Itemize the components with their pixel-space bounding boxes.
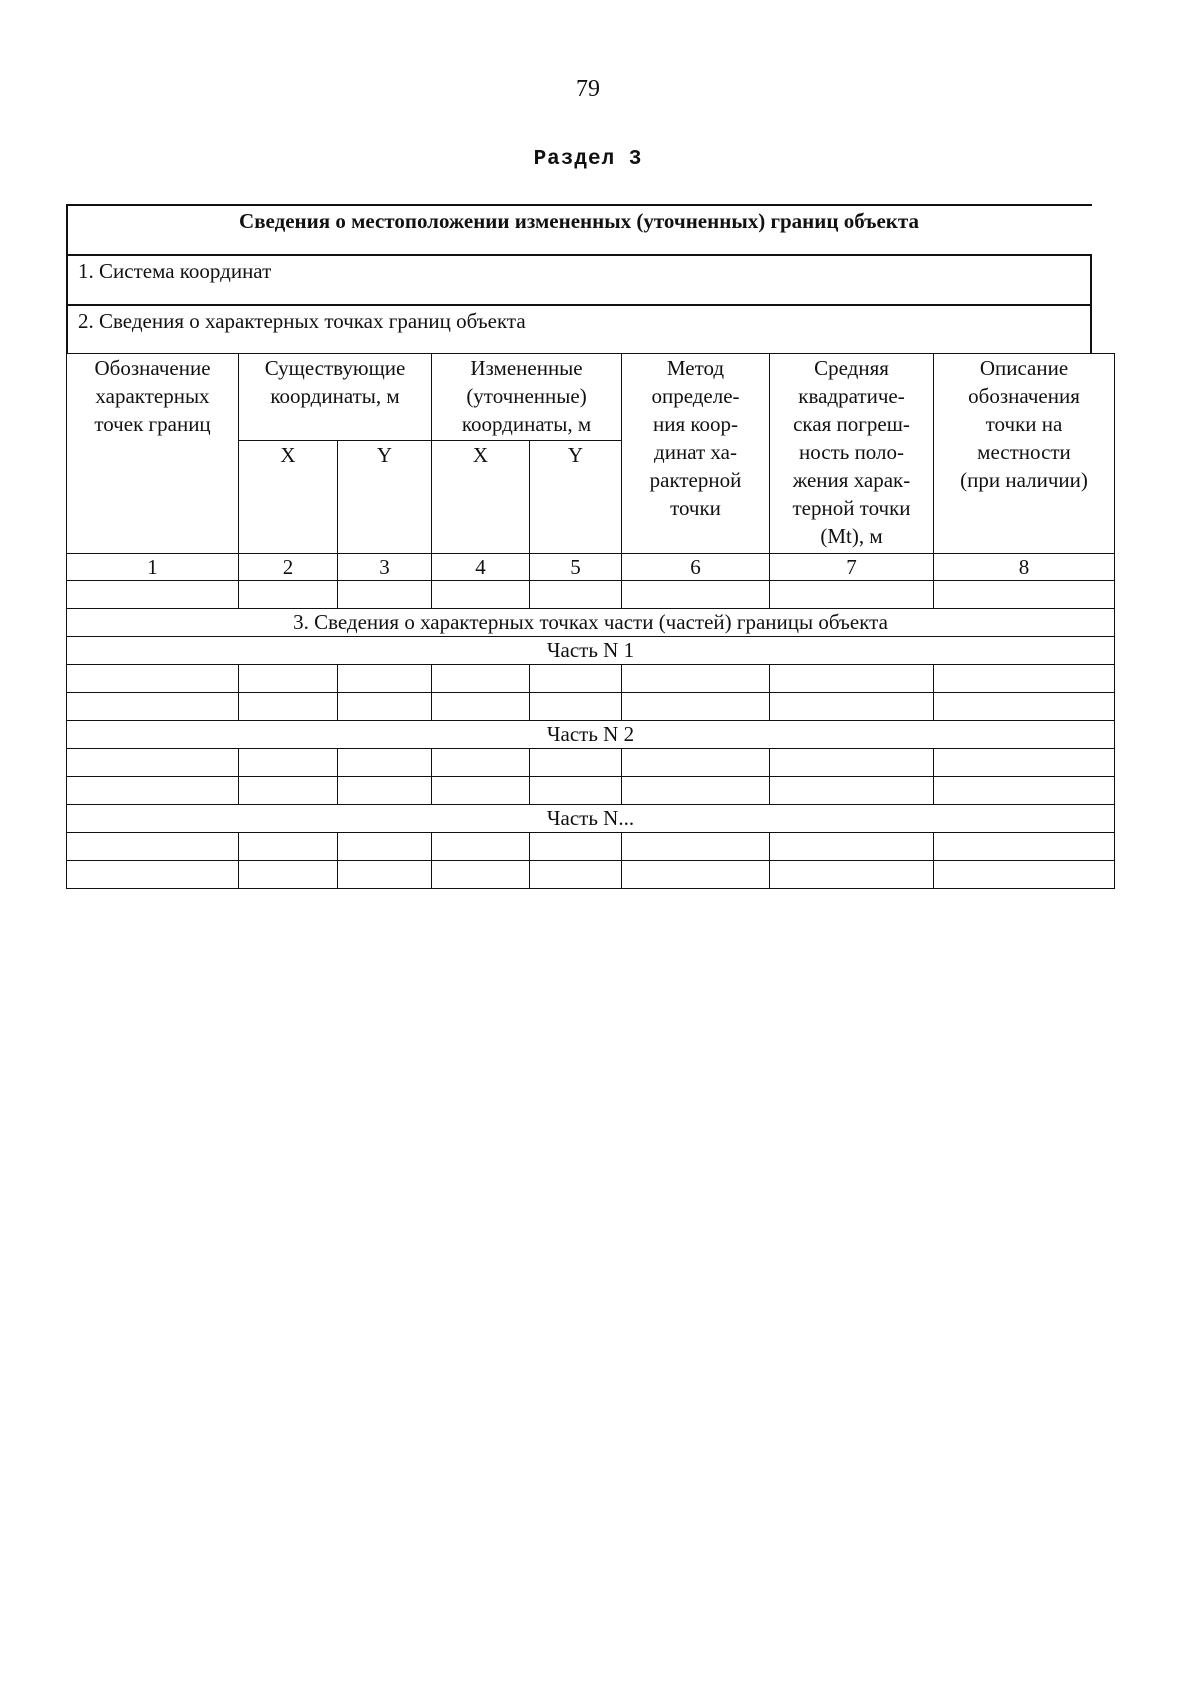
table-cell xyxy=(67,777,239,805)
part-1-label: Часть N 1 xyxy=(67,637,1115,665)
table-cell xyxy=(338,833,432,861)
header-changed-coordinates: Измененные (уточненные) координаты, м xyxy=(432,354,622,441)
column-number: 3 xyxy=(338,554,432,581)
frame-divider-1 xyxy=(66,254,1092,256)
table-cell xyxy=(530,693,622,721)
table-cell xyxy=(770,693,934,721)
part-n-label: Часть N... xyxy=(67,805,1115,833)
header-existing-x: X xyxy=(239,441,338,554)
table-cell xyxy=(239,833,338,861)
table-cell xyxy=(622,777,770,805)
table-cell xyxy=(934,665,1115,693)
table-cell xyxy=(934,777,1115,805)
boundary-points-table xyxy=(66,353,1115,889)
boundary-points-label: 2. Сведения о характерных точках границ объекта xyxy=(78,309,526,333)
table-cell xyxy=(530,581,622,609)
header-changed-x: X xyxy=(432,441,530,554)
table-cell xyxy=(530,861,622,889)
table-cell xyxy=(67,833,239,861)
table-row xyxy=(67,861,1115,889)
table-cell xyxy=(432,861,530,889)
part-points-label: 3. Сведения о характерных точках части (частей) границы объекта xyxy=(67,609,1115,637)
column-number: 5 xyxy=(530,554,622,581)
table-cell xyxy=(432,777,530,805)
header-point-designation: Обозначение характерных точек границ xyxy=(67,354,239,554)
table-cell xyxy=(338,861,432,889)
table-cell xyxy=(770,861,934,889)
table-cell xyxy=(934,861,1115,889)
table-cell xyxy=(770,833,934,861)
column-number: 7 xyxy=(770,554,934,581)
table-cell xyxy=(432,665,530,693)
table-cell xyxy=(239,861,338,889)
table-row xyxy=(67,833,1115,861)
column-number: 1 xyxy=(67,554,239,581)
table-row xyxy=(67,581,1115,609)
table-cell xyxy=(338,581,432,609)
table-cell xyxy=(934,833,1115,861)
part-2-label: Часть N 2 xyxy=(67,721,1115,749)
table-cell xyxy=(934,693,1115,721)
column-number: 2 xyxy=(239,554,338,581)
table-cell xyxy=(770,665,934,693)
table-cell xyxy=(67,581,239,609)
header-changed-y: Y xyxy=(530,441,622,554)
header-method: Метод определе- ния коор- динат ха- рактерной точки xyxy=(622,354,770,554)
table-cell xyxy=(432,833,530,861)
table-cell xyxy=(239,665,338,693)
table-cell xyxy=(338,749,432,777)
table-cell xyxy=(432,749,530,777)
table-cell xyxy=(432,581,530,609)
table-row xyxy=(67,749,1115,777)
coordinate-system-label: 1. Система координат xyxy=(78,259,272,283)
table-cell xyxy=(530,777,622,805)
table-cell xyxy=(622,861,770,889)
header-point-description: Описание обозначения точки на местности (при наличии) xyxy=(934,354,1115,554)
header-existing-y: Y xyxy=(338,441,432,554)
table-cell xyxy=(239,581,338,609)
header-existing-coordinates: Существующие координаты, м xyxy=(239,354,432,441)
frame-divider-2 xyxy=(66,304,1092,306)
table-cell xyxy=(432,693,530,721)
table-cell xyxy=(770,581,934,609)
table-cell xyxy=(67,749,239,777)
table-cell xyxy=(67,693,239,721)
table-cell xyxy=(770,749,934,777)
table-cell xyxy=(622,581,770,609)
header-mean-square-error: Средняя квадратиче- ская погреш- ность поло- жения харак- терной точки (Mt), м xyxy=(770,354,934,554)
table-cell xyxy=(530,665,622,693)
table-row xyxy=(67,777,1115,805)
column-number: 8 xyxy=(934,554,1115,581)
table-cell xyxy=(622,665,770,693)
column-number: 4 xyxy=(432,554,530,581)
table-cell xyxy=(239,749,338,777)
table-cell xyxy=(934,581,1115,609)
frame-top-border xyxy=(66,204,1092,206)
table-cell xyxy=(622,833,770,861)
table-cell xyxy=(770,777,934,805)
table-cell xyxy=(622,693,770,721)
column-number-row xyxy=(67,554,1115,581)
table-row xyxy=(67,665,1115,693)
page-number: 79 xyxy=(576,76,600,102)
table-cell xyxy=(239,777,338,805)
table-cell xyxy=(622,749,770,777)
column-number: 6 xyxy=(622,554,770,581)
table-cell xyxy=(338,693,432,721)
table-row xyxy=(67,693,1115,721)
table-cell xyxy=(67,665,239,693)
table-cell xyxy=(239,693,338,721)
table-cell xyxy=(67,861,239,889)
section-title: Раздел 3 xyxy=(533,148,643,171)
form-title: Сведения о местоположении измененных (уточненных) границ объекта xyxy=(239,209,919,233)
table-cell xyxy=(530,749,622,777)
table-cell xyxy=(530,833,622,861)
table-cell xyxy=(338,665,432,693)
table-cell xyxy=(338,777,432,805)
table-cell xyxy=(934,749,1115,777)
